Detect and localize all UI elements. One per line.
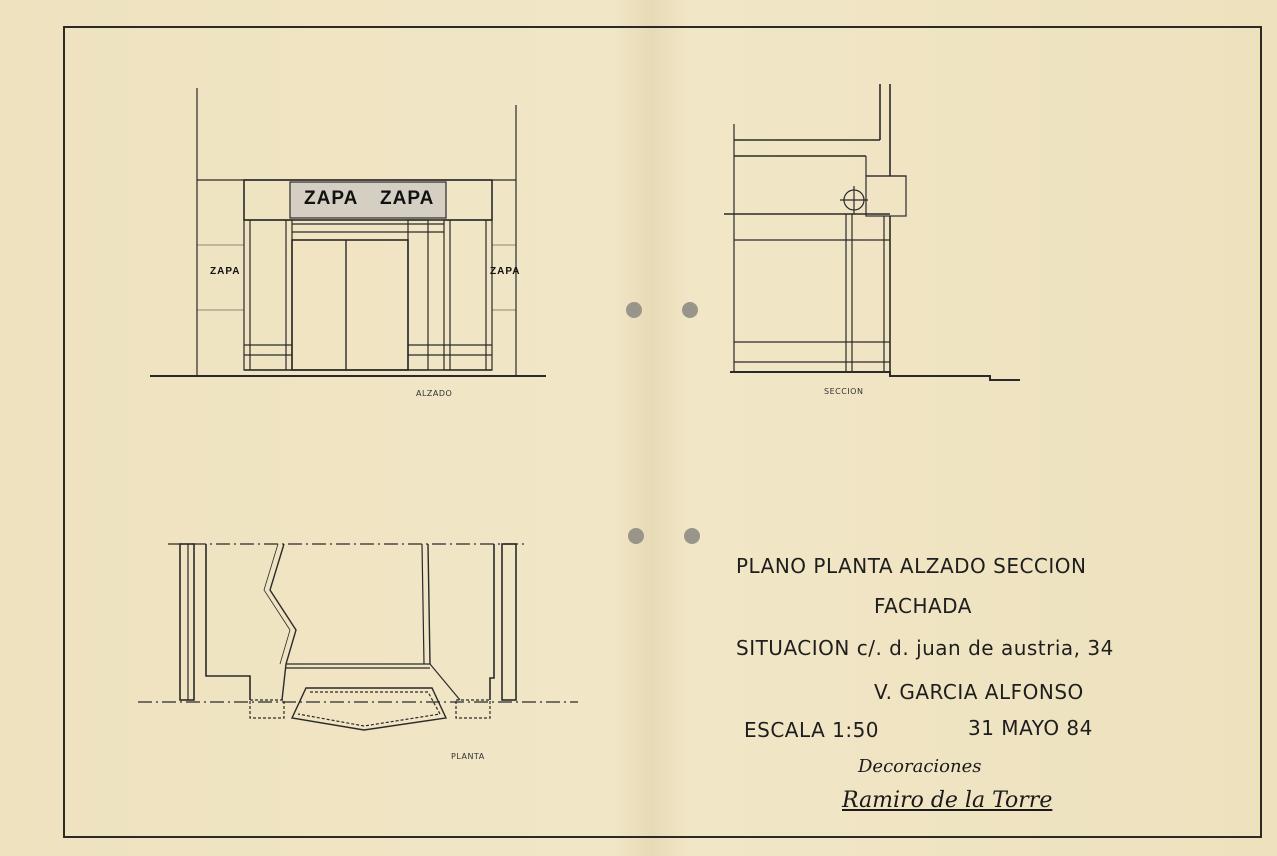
- side-panel-text-left: ZAPA: [210, 266, 241, 277]
- signature-company: Decoraciones: [858, 756, 982, 777]
- elevation-label: ALZADO: [416, 389, 453, 398]
- sign-text-right: ZAPA: [380, 188, 435, 209]
- plan-view: [138, 544, 578, 730]
- section-label: SECCION: [824, 387, 864, 396]
- title-line-client: V. GARCIA ALFONSO: [874, 680, 1084, 704]
- title-line-scale: ESCALA 1:50: [744, 718, 880, 742]
- title-line-location: SITUACION c/. d. juan de austria, 34: [736, 636, 1114, 660]
- sign-text-left: ZAPA: [304, 188, 359, 209]
- title-line-views: PLANO PLANTA ALZADO SECCION: [736, 554, 1087, 578]
- title-line-fachada: FACHADA: [874, 594, 972, 618]
- signature-name: Ramiro de la Torre: [842, 788, 1053, 813]
- plan-label: PLANTA: [451, 752, 485, 761]
- side-panel-text-right: ZAPA: [490, 266, 521, 277]
- title-line-date: 31 MAYO 84: [968, 716, 1093, 740]
- section-view: [724, 84, 1020, 380]
- elevation-view: [150, 88, 546, 376]
